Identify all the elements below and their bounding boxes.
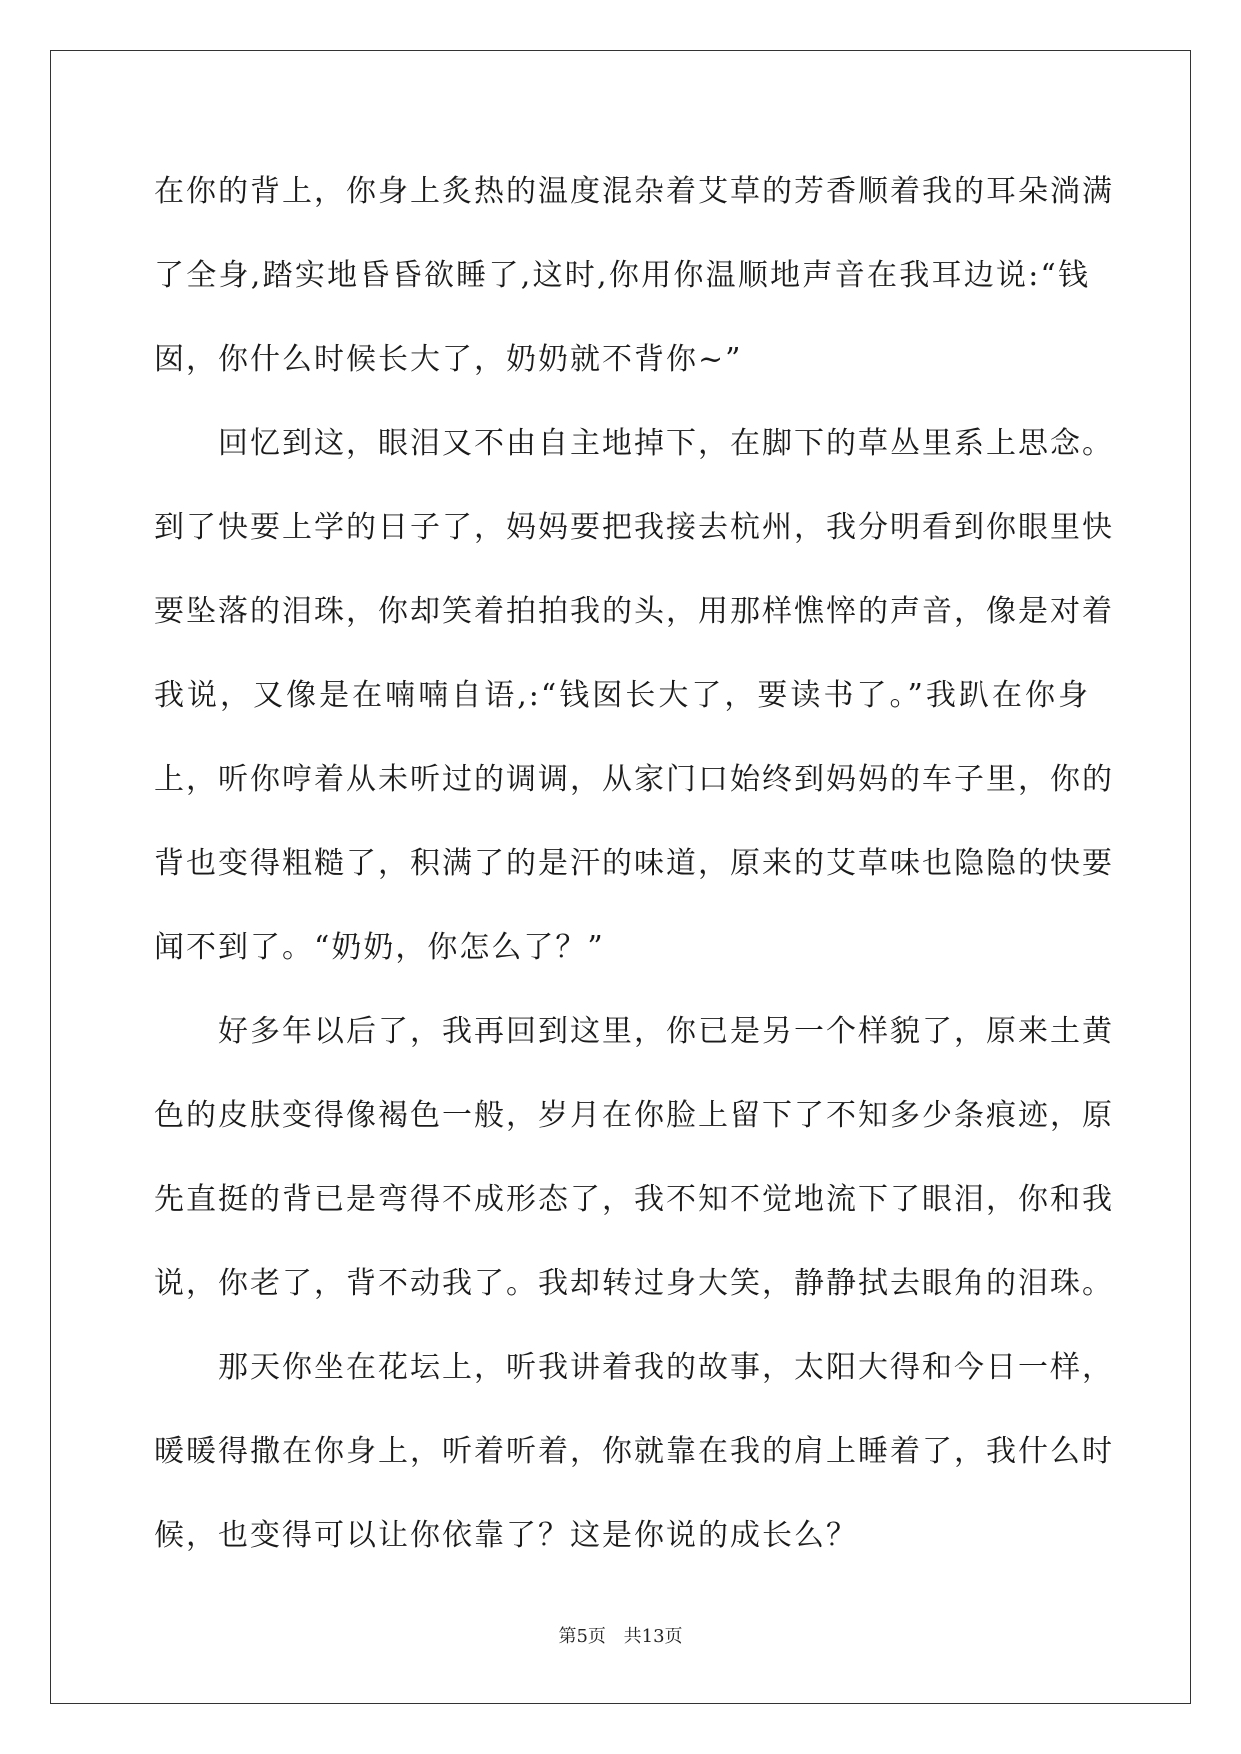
paragraph [154,161,1114,413]
text-line: 说，你老了，背不动我了。我却转过身大笑，静静拭去眼角的泪珠。 [154,1266,1114,1301]
text-line: 色的皮肤变得像褐色一般，岁月在你脸上留下了不知多少条痕迹，原 [154,1098,1114,1133]
paragraph [154,1337,1114,1589]
page-footer [0,1622,1241,1648]
text-line: 囡，你什么时候长大了，奶奶就不背你~” [154,342,743,377]
text-line: 了全身,踏实地昏昏欲睡了,这时,你用你温顺地声音在我耳边说:“钱 [154,258,1090,293]
text-line: 上，听你哼着从未听过的调调，从家门口始终到妈妈的车子里，你的 [154,762,1114,797]
text-line: 先直挺的背已是弯得不成形态了，我不知不觉地流下了眼泪，你和我 [154,1182,1114,1217]
text-line: 我说，又像是在喃喃自语,:“钱囡长大了，要读书了。”我趴在你身 [154,678,1090,713]
text-line: 到了快要上学的日子了，妈妈要把我接去杭州，我分明看到你眼里快 [154,510,1114,545]
paragraph-list [154,161,1114,1589]
text-line: 回忆到这，眼泪又不由自主地掉下，在脚下的草丛里系上思念。 [218,426,1114,461]
text-line: 那天你坐在花坛上，听我讲着我的故事，太阳大得和今日一样， [218,1350,1114,1385]
text-line: 好多年以后了，我再回到这里，你已是另一个样貌了，原来土黄 [218,1014,1114,1049]
paragraph [154,1001,1114,1337]
text-line: 背也变得粗糙了，积满了的是汗的味道，原来的艾草味也隐隐的快要 [154,846,1114,881]
text-line: 暖暖得撒在你身上，听着听着，你就靠在我的肩上睡着了，我什么时 [154,1434,1114,1469]
text-line: 要坠落的泪珠，你却笑着拍拍我的头，用那样憔悴的声音，像是对着 [154,594,1114,629]
text-line: 闻不到了。“奶奶，你怎么了？” [154,930,605,965]
text-line: 在你的背上，你身上炙热的温度混杂着艾草的芳香顺着我的耳朵淌满 [154,174,1114,209]
page-total: 共13页 [623,1626,683,1647]
document-body [154,161,1114,1589]
paragraph [154,413,1114,1001]
page-number: 第5页 [558,1626,606,1647]
text-line: 候，也变得可以让你依靠了？这是你说的成长么？ [154,1518,858,1553]
